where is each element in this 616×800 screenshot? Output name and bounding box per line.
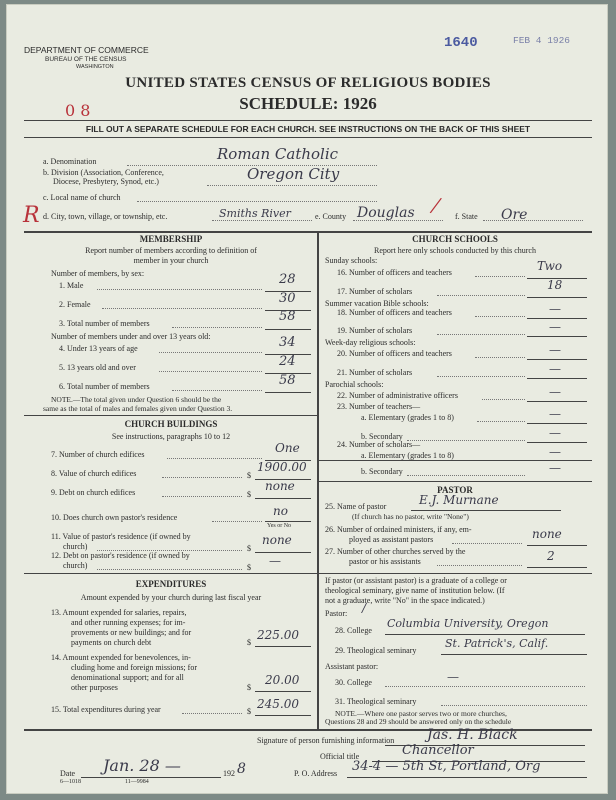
q24a-label: a. Elementary (grades 1 to 8) [361, 451, 454, 460]
q18-label: 18. Number of officers and teachers [337, 308, 452, 317]
membership-note-2: same as the total of males and females given under Question 3. [43, 404, 233, 413]
q22-label: 22. Number of administrative officers [337, 391, 458, 400]
q20-label: 20. Number of officers and teachers [337, 349, 452, 358]
q4-value: 34 [279, 335, 296, 350]
summer-schools-label: Summer vacation Bible schools: [325, 299, 429, 308]
members-by-sex-label: Number of members, by sex: [51, 269, 145, 278]
q25-label: 25. Name of pastor [325, 502, 387, 511]
instruction-line: FILL OUT A SEPARATE SCHEDULE FOR EACH CHURCH. SEE INSTRUCTIONS ON THE BACK OF THIS SHEET [85, 124, 531, 134]
q13-line-1: 13. Amount expended for salaries, repairs, [51, 608, 187, 617]
pastor-instruction-2: theological seminary, give name of institution below. (If [325, 586, 505, 595]
q23b-value: — [549, 426, 561, 440]
q12-value: — [269, 554, 281, 568]
state-value: Ore [501, 207, 528, 223]
membership-intro-1: Report number of members according to definition of [85, 246, 257, 255]
q14-dollar: $ [247, 683, 251, 692]
date-value: Jan. 28 — [103, 756, 181, 775]
pastor-note-1: NOTE.—Where one pastor serves two or more churches, [335, 709, 507, 718]
sunday-schools-label: Sunday schools: [325, 256, 378, 265]
q13-line-3: provements or new buildings; and for [71, 628, 192, 637]
stamp-number: 1640 [444, 35, 478, 51]
city-label: d. City, town, village, or township, etc. [43, 212, 168, 221]
q24b-value: — [549, 461, 561, 475]
q8-dollar: $ [247, 471, 251, 480]
q21-label: 21. Number of scholars [337, 368, 413, 377]
parochial-schools-label: Parochial schools: [325, 380, 384, 389]
pastor-instruction-1: If pastor (or assistant pastor) is a graduate of a college or [325, 576, 507, 585]
pastor-instruction-3: not a graduate, write "No" in the space indicated.) [325, 596, 485, 605]
q14-line-1: 14. Amount expended for benevolences, in- [51, 653, 191, 662]
pastor-subheading: Pastor: [325, 609, 348, 618]
official-title-value: Chancellor [402, 743, 474, 758]
q9-dollar: $ [247, 490, 251, 499]
division-value: Oregon City [247, 165, 340, 183]
form-title: UNITED STATES CENSUS OF RELIGIOUS BODIES [125, 75, 491, 91]
q3-label: 3. Total number of members [59, 319, 150, 328]
q29-label: 29. Theological seminary [335, 646, 417, 655]
q7-value: One [275, 441, 300, 455]
q17-value: 18 [547, 278, 563, 292]
census-schedule-page [6, 4, 608, 794]
q9-value: none [265, 479, 295, 493]
q13-line-4: payments on church debt [71, 638, 152, 647]
q27-label-2: pastor or his assistants [349, 557, 421, 566]
q30-label: 30. College [335, 678, 372, 687]
q9-label: 9. Debt on church edifices [51, 488, 136, 497]
year-prefix: 192 [223, 769, 235, 778]
po-address-label: P. O. Address [294, 769, 338, 778]
q3-value: 58 [279, 309, 296, 324]
q13-line-2: and other running expenses; for im- [71, 618, 186, 627]
stamp-date: FEB 4 1926 [513, 35, 571, 46]
red-number-annotation: 0 8 [65, 101, 91, 120]
q14-line-2: cluding home and foreign missions; for [71, 663, 197, 672]
q16-value: Two [537, 259, 563, 273]
q11-value: none [262, 533, 292, 547]
buildings-subtitle: See instructions, paragraphs 10 to 12 [111, 432, 231, 441]
signature-label: Signature of person furnishing information [257, 736, 395, 745]
q10-value: no [273, 504, 288, 518]
expenditures-title: EXPENDITURES [135, 579, 207, 589]
red-r-annotation: R [23, 203, 40, 228]
q12-dollar: $ [247, 563, 251, 572]
q25-instruction: (If church has no pastor, write "None") [352, 512, 469, 521]
q2-value: 30 [279, 291, 296, 306]
department-name: DEPARTMENT OF COMMERCE [24, 45, 149, 55]
q21-value: — [549, 362, 561, 376]
q16-label: 16. Number of officers and teachers [337, 268, 452, 277]
schools-subtitle: Report here only schools conducted by this church [374, 246, 536, 255]
pastor-note-2: Questions 28 and 29 should be answered only on the schedule [325, 717, 512, 726]
q6-value: 58 [279, 373, 296, 388]
q13-value: 225.00 [257, 628, 299, 642]
q4-label: 4. Under 13 years of age [59, 344, 138, 353]
q26-value: none [532, 527, 562, 541]
q26-label-2: ployed as assistant pastors [349, 535, 434, 544]
q11-dollar: $ [247, 544, 251, 553]
date-label: Date [60, 769, 76, 778]
q15-label: 15. Total expenditures during year [51, 705, 161, 714]
q12-label: 12. Debt on pastor's residence (if owned by [51, 551, 190, 560]
q19-label: 19. Number of scholars [337, 326, 413, 335]
q5-value: 24 [279, 354, 296, 369]
q31-label: 31. Theological seminary [335, 697, 417, 706]
division-label-2: Diocese, Presbytery, Synod, etc.) [53, 177, 159, 186]
q24a-value: — [549, 445, 561, 459]
denomination-value: Roman Catholic [217, 145, 339, 163]
membership-intro-2: member in your church [133, 256, 209, 265]
q23a-value: — [549, 407, 561, 421]
q15-value: 245.00 [257, 697, 299, 711]
q30-value: — [447, 670, 459, 684]
pastor-title: PASTOR [437, 485, 473, 495]
bureau-city: WASHINGTON [76, 64, 114, 70]
q7-label: 7. Number of church edifices [51, 450, 145, 459]
q5-label: 5. 13 years old and over [59, 363, 136, 372]
q17-label: 17. Number of scholars [337, 287, 413, 296]
q1-value: 28 [279, 272, 296, 287]
q23-label: 23. Number of teachers— [337, 402, 421, 411]
county-label: e. County [315, 212, 347, 221]
q14-line-4: other purposes [71, 683, 118, 692]
po-address-value: 34-4 — 5th St, Portland, Org [352, 759, 541, 774]
expenditures-subtitle: Amount expended by your church during last fiscal year [80, 593, 262, 602]
age-intro-label: Number of members under and over 13 years old: [51, 332, 211, 341]
q13-dollar: $ [247, 638, 251, 647]
red-check-mark: / [427, 190, 444, 221]
q8-value: 1900.00 [257, 460, 307, 474]
form-number-2: 11—9984 [125, 779, 149, 785]
q15-dollar: $ [247, 707, 251, 716]
q25-value: E.J. Murnane [419, 493, 499, 507]
q28-label: 28. College [335, 626, 372, 635]
form-number-1: 6—1018 [60, 779, 81, 785]
signature-value: Jas. H. Black [427, 727, 518, 743]
buildings-title: CHURCH BUILDINGS [124, 419, 218, 429]
q10-label: 10. Does church own pastor's residence [51, 513, 178, 522]
q22-value: — [549, 385, 561, 399]
q19-value: — [549, 320, 561, 334]
q14-value: 20.00 [265, 673, 300, 687]
q11-label: 11. Value of pastor's residence (if owned by [51, 532, 191, 541]
local-name-label: c. Local name of church [43, 193, 121, 202]
q27-label: 27. Number of other churches served by the [325, 547, 466, 556]
state-label: f. State [455, 212, 478, 221]
division-label: b. Division (Association, Conference, [43, 168, 164, 177]
q11-label-2: church) [63, 542, 88, 551]
q27-value: 2 [547, 549, 555, 563]
q2-label: 2. Female [59, 300, 91, 309]
weekday-schools-label: Week-day religious schools: [325, 338, 416, 347]
q18-value: — [549, 302, 561, 316]
q23a-label: a. Elementary (grades 1 to 8) [361, 413, 454, 422]
county-value: Douglas [357, 205, 415, 221]
assistant-pastor-subheading: Assistant pastor: [325, 662, 379, 671]
year-value: 8 [237, 761, 246, 777]
membership-note-1: NOTE.—The total given under Question 6 should be the [51, 395, 222, 404]
q29-value: St. Patrick's, Calif. [445, 637, 549, 650]
membership-title: MEMBERSHIP [139, 234, 203, 244]
q1-label: 1. Male [59, 281, 84, 290]
q20-value: — [549, 343, 561, 357]
q12-label-2: church) [63, 561, 88, 570]
yes-no-caption: Yes or No [267, 523, 292, 529]
city-value: Smiths River [219, 207, 291, 220]
q28-value: Columbia University, Oregon [387, 617, 549, 630]
denomination-label: a. Denomination [43, 157, 97, 166]
q24-label: 24. Number of scholars— [337, 440, 421, 449]
q26-label: 26. Number of ordained ministers, if any, em- [325, 525, 472, 534]
form-subtitle: SCHEDULE: 1926 [239, 94, 377, 113]
pastor-slash-mark: / [362, 601, 367, 615]
official-title-label: Official title [320, 752, 360, 761]
q8-label: 8. Value of church edifices [51, 469, 137, 478]
schools-title: CHURCH SCHOOLS [412, 234, 498, 244]
q14-line-3: denominational support; and for all [71, 673, 184, 682]
q6-label: 6. Total number of members [59, 382, 150, 391]
q23b-label: b. Secondary [361, 432, 403, 441]
bureau-name: BUREAU OF THE CENSUS [45, 56, 127, 63]
q24b-label: b. Secondary [361, 467, 403, 476]
